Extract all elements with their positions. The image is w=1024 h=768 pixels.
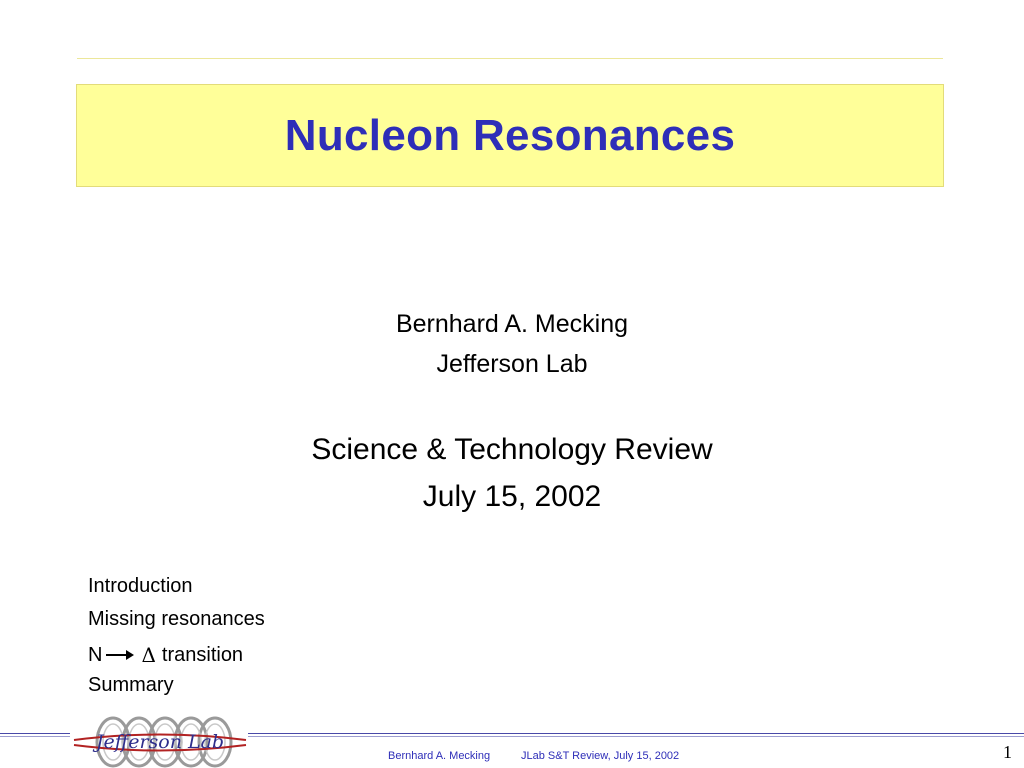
author-name: Bernhard A. Mecking [395, 310, 629, 338]
slide-title: Nucleon Resonances [284, 110, 736, 160]
outline-item: Summary [88, 674, 174, 696]
event-date: July 15, 2002 [422, 480, 602, 513]
top-divider [77, 58, 943, 59]
footer-review: JLab S&T Review, July 15, 2002 [521, 750, 680, 762]
outline-item [88, 638, 265, 671]
nucleon-symbol: N [88, 643, 103, 666]
event-block [0, 426, 1024, 520]
jefferson-lab-logo [70, 715, 248, 768]
logo-wordmark: Jefferson Lab [95, 731, 225, 753]
outline-list [88, 572, 265, 704]
footer-author: Bernhard A. Mecking [388, 750, 491, 762]
author-block [0, 304, 1024, 384]
right-arrow-icon [105, 648, 135, 662]
delta-symbol: Δ [141, 642, 156, 667]
event-name: Science & Technology Review [311, 433, 713, 466]
transition-label: transition [161, 643, 244, 666]
outline-item: Introduction [88, 575, 193, 597]
outline-item: Missing resonances [88, 608, 265, 630]
title-banner [76, 84, 944, 187]
page-number: 1 [1003, 742, 1012, 762]
author-affiliation: Jefferson Lab [436, 350, 588, 378]
